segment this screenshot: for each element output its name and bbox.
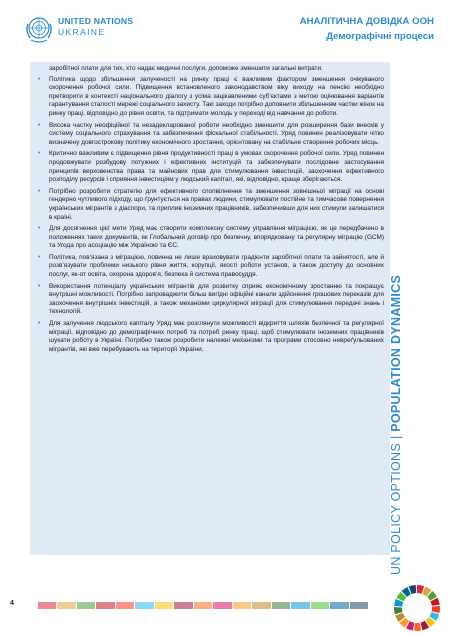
org-name: UNITED NATIONS xyxy=(58,16,134,26)
bullet-icon: • xyxy=(38,187,41,195)
content-panel xyxy=(30,62,390,555)
sdg-goal-tile xyxy=(174,602,192,609)
list-item-text: Для залучення людського капіталу Уряд має розглянути можливості відкриття шляхів безпечної та регулярної міграції, відповідно до демографічних потреб та потреб ринку праці, щоб стимулювати іноземних працівників шукати роботу в Україні. Потрібно також розробити належні механізми та програми стосовно невреґульованих мігрантів, які вже перебувають на території України. xyxy=(49,320,384,353)
side-label-separator: | xyxy=(389,435,403,440)
list-item xyxy=(36,150,384,184)
sdg-goal-tile xyxy=(291,602,309,609)
bullet-icon: • xyxy=(38,320,41,328)
sdg-goals-strip xyxy=(38,602,368,609)
list-item xyxy=(36,283,384,317)
list-item-text: Критично важливим є підвищення рівня продуктивності праці в умовах скорочення робочої сили. Уряд повинен продовжувати розбудову потужних і ефективних інституцій та забезпечувати послідовне застосування принципів верховенства права та майнових прав для стимулювання інвестицій, заохочення ефективного розподілу ресурсів і сприяння інвестиціям у людський капітал, які, відповідно, краще зберігаються. xyxy=(49,150,384,184)
list-item-text: Політика щодо збільшення залученості на ринку праці є важливим фактором зменшення очікуваного скорочення робочої сили. Підвищення встановленого законодавством віку виходу на пенсію необхідно претворити в контексті національного діалогу з усіма зацікавленими суб’єктами з метою оцінювання варіантів гарантування сталості мережі соціального захисту. Такі заходи потрібно доповнити збільшенням частки жінок на ринку праці, відповідно до рівня освіти, та підтримати молодь у переході від навчання до роботи. xyxy=(49,75,384,117)
list-item-text: Використання потенціалу українських мігрантів для розвитку сприяє економічному зростанню та покращує внутрішні можливості. Потрібно запроваджити більш вигідні офіційні канали здійснення грошових переказів для заохочення внутрішніх інвестицій, а також механізми циркулярної міграції для стимулювання передачі знань і технологій. xyxy=(49,282,384,316)
list-item xyxy=(36,254,384,280)
bullet-icon: • xyxy=(38,253,41,261)
un-emblem-icon xyxy=(24,14,54,44)
sdg-goal-tile xyxy=(77,602,95,609)
sdg-goal-tile xyxy=(96,602,114,609)
side-label-policy: UN POLICY OPTIONS xyxy=(389,443,403,575)
list-item xyxy=(36,188,384,222)
list-item xyxy=(36,76,384,119)
sdg-goal-tile xyxy=(135,602,153,609)
sdg-wheel-icon xyxy=(392,583,442,633)
sdg-wheel-segment xyxy=(414,623,421,631)
list-item-text: Для досягнення цієї мети Уряд має створити комплексну систему управління міграцією, як це передбачено в положеннях таких документів, як Глобальний договір про безпечну, впорядковану та регулярну міграцію (GCM) та Угода про асоціацію між Україною та ЄС. xyxy=(49,225,384,250)
sdg-goal-tile xyxy=(155,602,173,609)
bullet-icon: • xyxy=(38,150,41,158)
sdg-goal-tile xyxy=(194,602,212,609)
sdg-goal-tile xyxy=(38,602,56,609)
bullet-icon: • xyxy=(38,282,41,290)
list-item xyxy=(36,320,384,354)
sdg-goal-tile xyxy=(116,602,134,609)
list-item xyxy=(36,122,384,148)
list-item-text: Висока частку неофіційної та незадекларованої роботи необхідно зменшити для розширення бази внесків у систему соціального страхування та забезпечення фіскальної стабільності. Уряд повинен реалізовувати чітко визначену довгострокову політику економічного зростання, орієнтовану на стабільне створення робочих місць. xyxy=(49,121,384,146)
org-country: UKRAINE xyxy=(58,27,106,37)
continuation-text: заробітної плати для тих, хто надає медичні послуги, допоможе зменшити загальні витрати. xyxy=(49,65,323,72)
sdg-goal-tile xyxy=(272,602,290,609)
document-subtitle: Демографічні процеси xyxy=(326,31,434,42)
sdg-wheel-segment xyxy=(394,607,403,614)
sdg-wheel-segment xyxy=(432,606,440,613)
side-label-topic: POPULATION DYNAMICS xyxy=(389,274,403,432)
bullet-icon: • xyxy=(38,75,41,83)
sdg-goal-tile xyxy=(252,602,270,609)
list-item-text: Потрібно розробити стратегію для ефективного спопвілнення та зменшення зовнішньої міграції на основі гендерно чутливого підходу, що ґрунтується на правах людини, стимулювати постійне та тимчасове повернення українських мігрантів з діаспори, та приплив іноземних працівників, забезпечивши для них стимули залишатися в країні. xyxy=(49,187,384,221)
document-title: АНАЛІТИЧНА ДОВІДКА ООН xyxy=(299,16,434,27)
sdg-goal-tile xyxy=(233,602,251,609)
list-item-text: Політика, пов’язана з міграцією, повинна не лише враховувати градієнти заробітної плати та зайнятості, але й розв’язувати проблеми низького рівня життя, корупції, якості роботи установ, а також доступу до основних послуг, як-от освіта, охорона здоров’я, безпека й система правосуддя. xyxy=(49,253,384,279)
side-label xyxy=(385,274,407,575)
list-item xyxy=(36,225,384,251)
bullet-icon: • xyxy=(38,225,41,233)
bullet-icon: • xyxy=(38,121,41,129)
recommendations-list xyxy=(36,76,384,355)
page-number: 4 xyxy=(10,600,14,607)
sdg-goal-tile xyxy=(311,602,329,609)
sdg-goal-tile xyxy=(330,602,348,609)
sdg-goal-tile xyxy=(57,602,75,609)
page-header xyxy=(0,0,456,62)
sdg-goal-tile xyxy=(350,602,368,609)
sdg-goal-tile xyxy=(213,602,231,609)
